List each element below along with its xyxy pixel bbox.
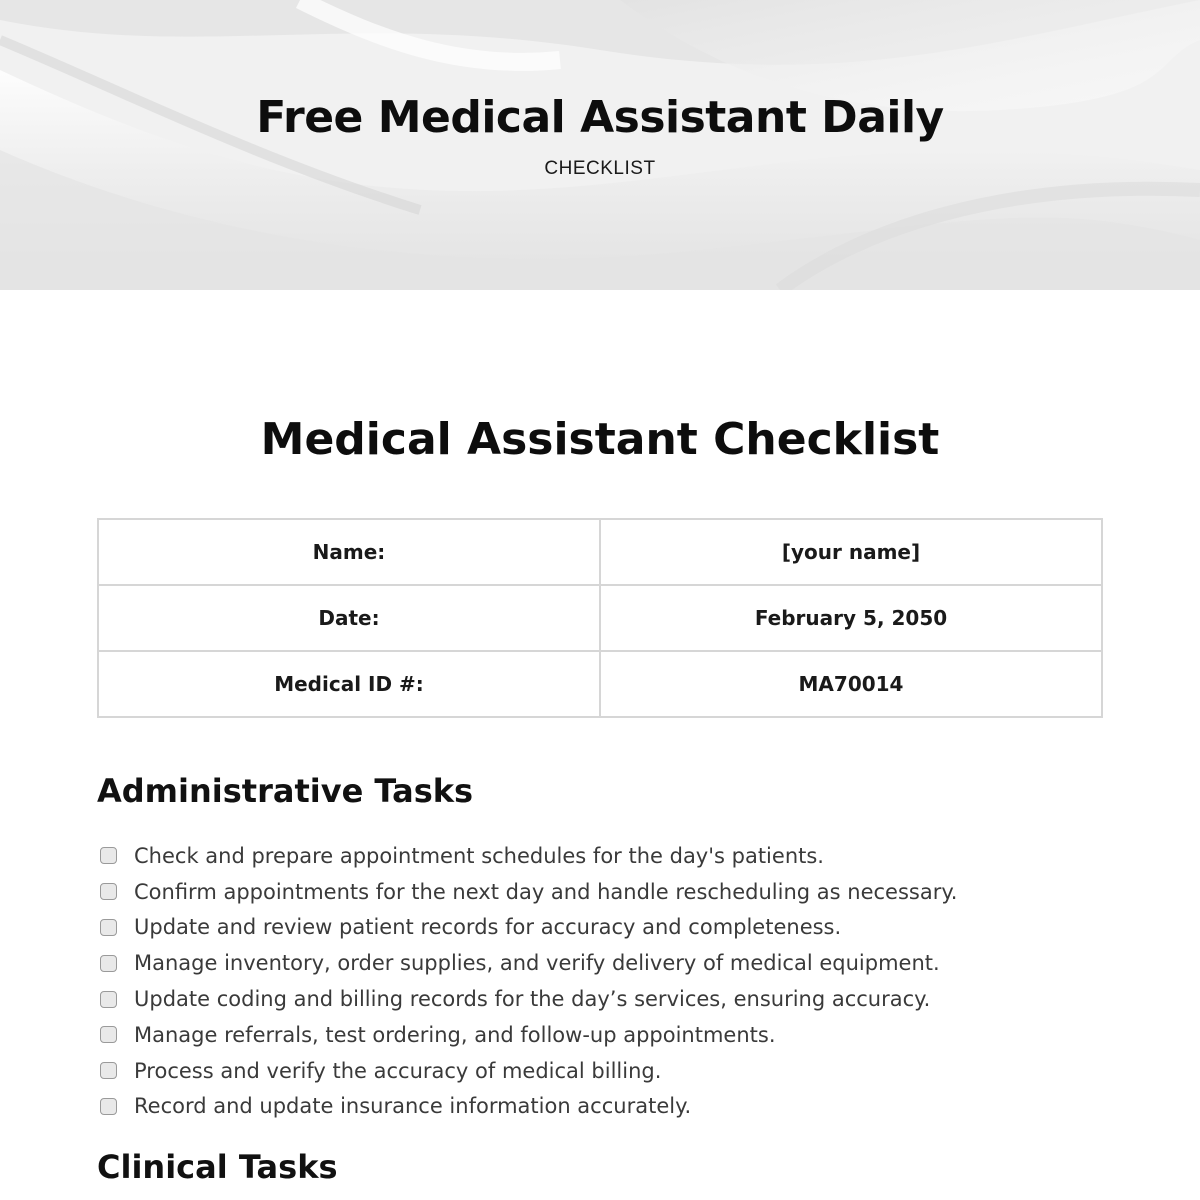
info-label: Name: <box>98 519 600 585</box>
info-label: Date: <box>98 585 600 651</box>
section-heading-administrative: Administrative Tasks <box>97 772 474 810</box>
checklist-item-text: Process and verify the accuracy of medical billing. <box>134 1058 662 1083</box>
section-heading-clinical: Clinical Tasks <box>97 1148 338 1186</box>
info-label: Medical ID #: <box>98 651 600 717</box>
checklist-item <box>100 910 957 946</box>
checklist-item <box>100 1017 957 1053</box>
checkbox[interactable] <box>100 955 117 972</box>
administrative-task-list <box>100 838 957 1124</box>
checklist-item <box>100 1089 957 1125</box>
info-value-name: [your name] <box>600 519 1102 585</box>
checklist-item-text: Update coding and billing records for the day’s services, ensuring accuracy. <box>134 987 931 1012</box>
checklist-item <box>100 874 957 910</box>
checkbox[interactable] <box>100 1062 117 1079</box>
banner-subtitle: CHECKLIST <box>544 158 656 179</box>
info-value-date: February 5, 2050 <box>600 585 1102 651</box>
checkbox[interactable] <box>100 847 117 864</box>
checklist-item-text: Confirm appointments for the next day and handle rescheduling as necessary. <box>134 879 958 904</box>
info-value-medical-id: MA70014 <box>600 651 1102 717</box>
checkbox[interactable] <box>100 919 117 936</box>
checkbox[interactable] <box>100 1098 117 1115</box>
checkbox[interactable] <box>100 1026 117 1043</box>
checklist-item-text: Manage referrals, test ordering, and follow-up appointments. <box>134 1022 776 1047</box>
checklist-item-text: Record and update insurance information accurately. <box>134 1094 692 1119</box>
info-table <box>97 518 1103 718</box>
checklist-item <box>100 1053 957 1089</box>
checklist-item <box>100 838 957 874</box>
document-title: Medical Assistant Checklist <box>260 414 940 465</box>
silk-background-graphic <box>0 0 1200 290</box>
checklist-item <box>100 945 957 981</box>
info-row-date <box>98 585 1102 651</box>
checklist-item <box>100 981 957 1017</box>
checkbox[interactable] <box>100 991 117 1008</box>
checkbox[interactable] <box>100 883 117 900</box>
info-row-name <box>98 519 1102 585</box>
checklist-item-text: Check and prepare appointment schedules for the day's patients. <box>134 843 824 868</box>
banner-title: Free Medical Assistant Daily <box>256 92 944 143</box>
info-row-medical-id <box>98 651 1102 717</box>
checklist-item-text: Manage inventory, order supplies, and verify delivery of medical equipment. <box>134 951 940 976</box>
checklist-item-text: Update and review patient records for accuracy and completeness. <box>134 915 842 940</box>
header-banner <box>0 0 1200 290</box>
